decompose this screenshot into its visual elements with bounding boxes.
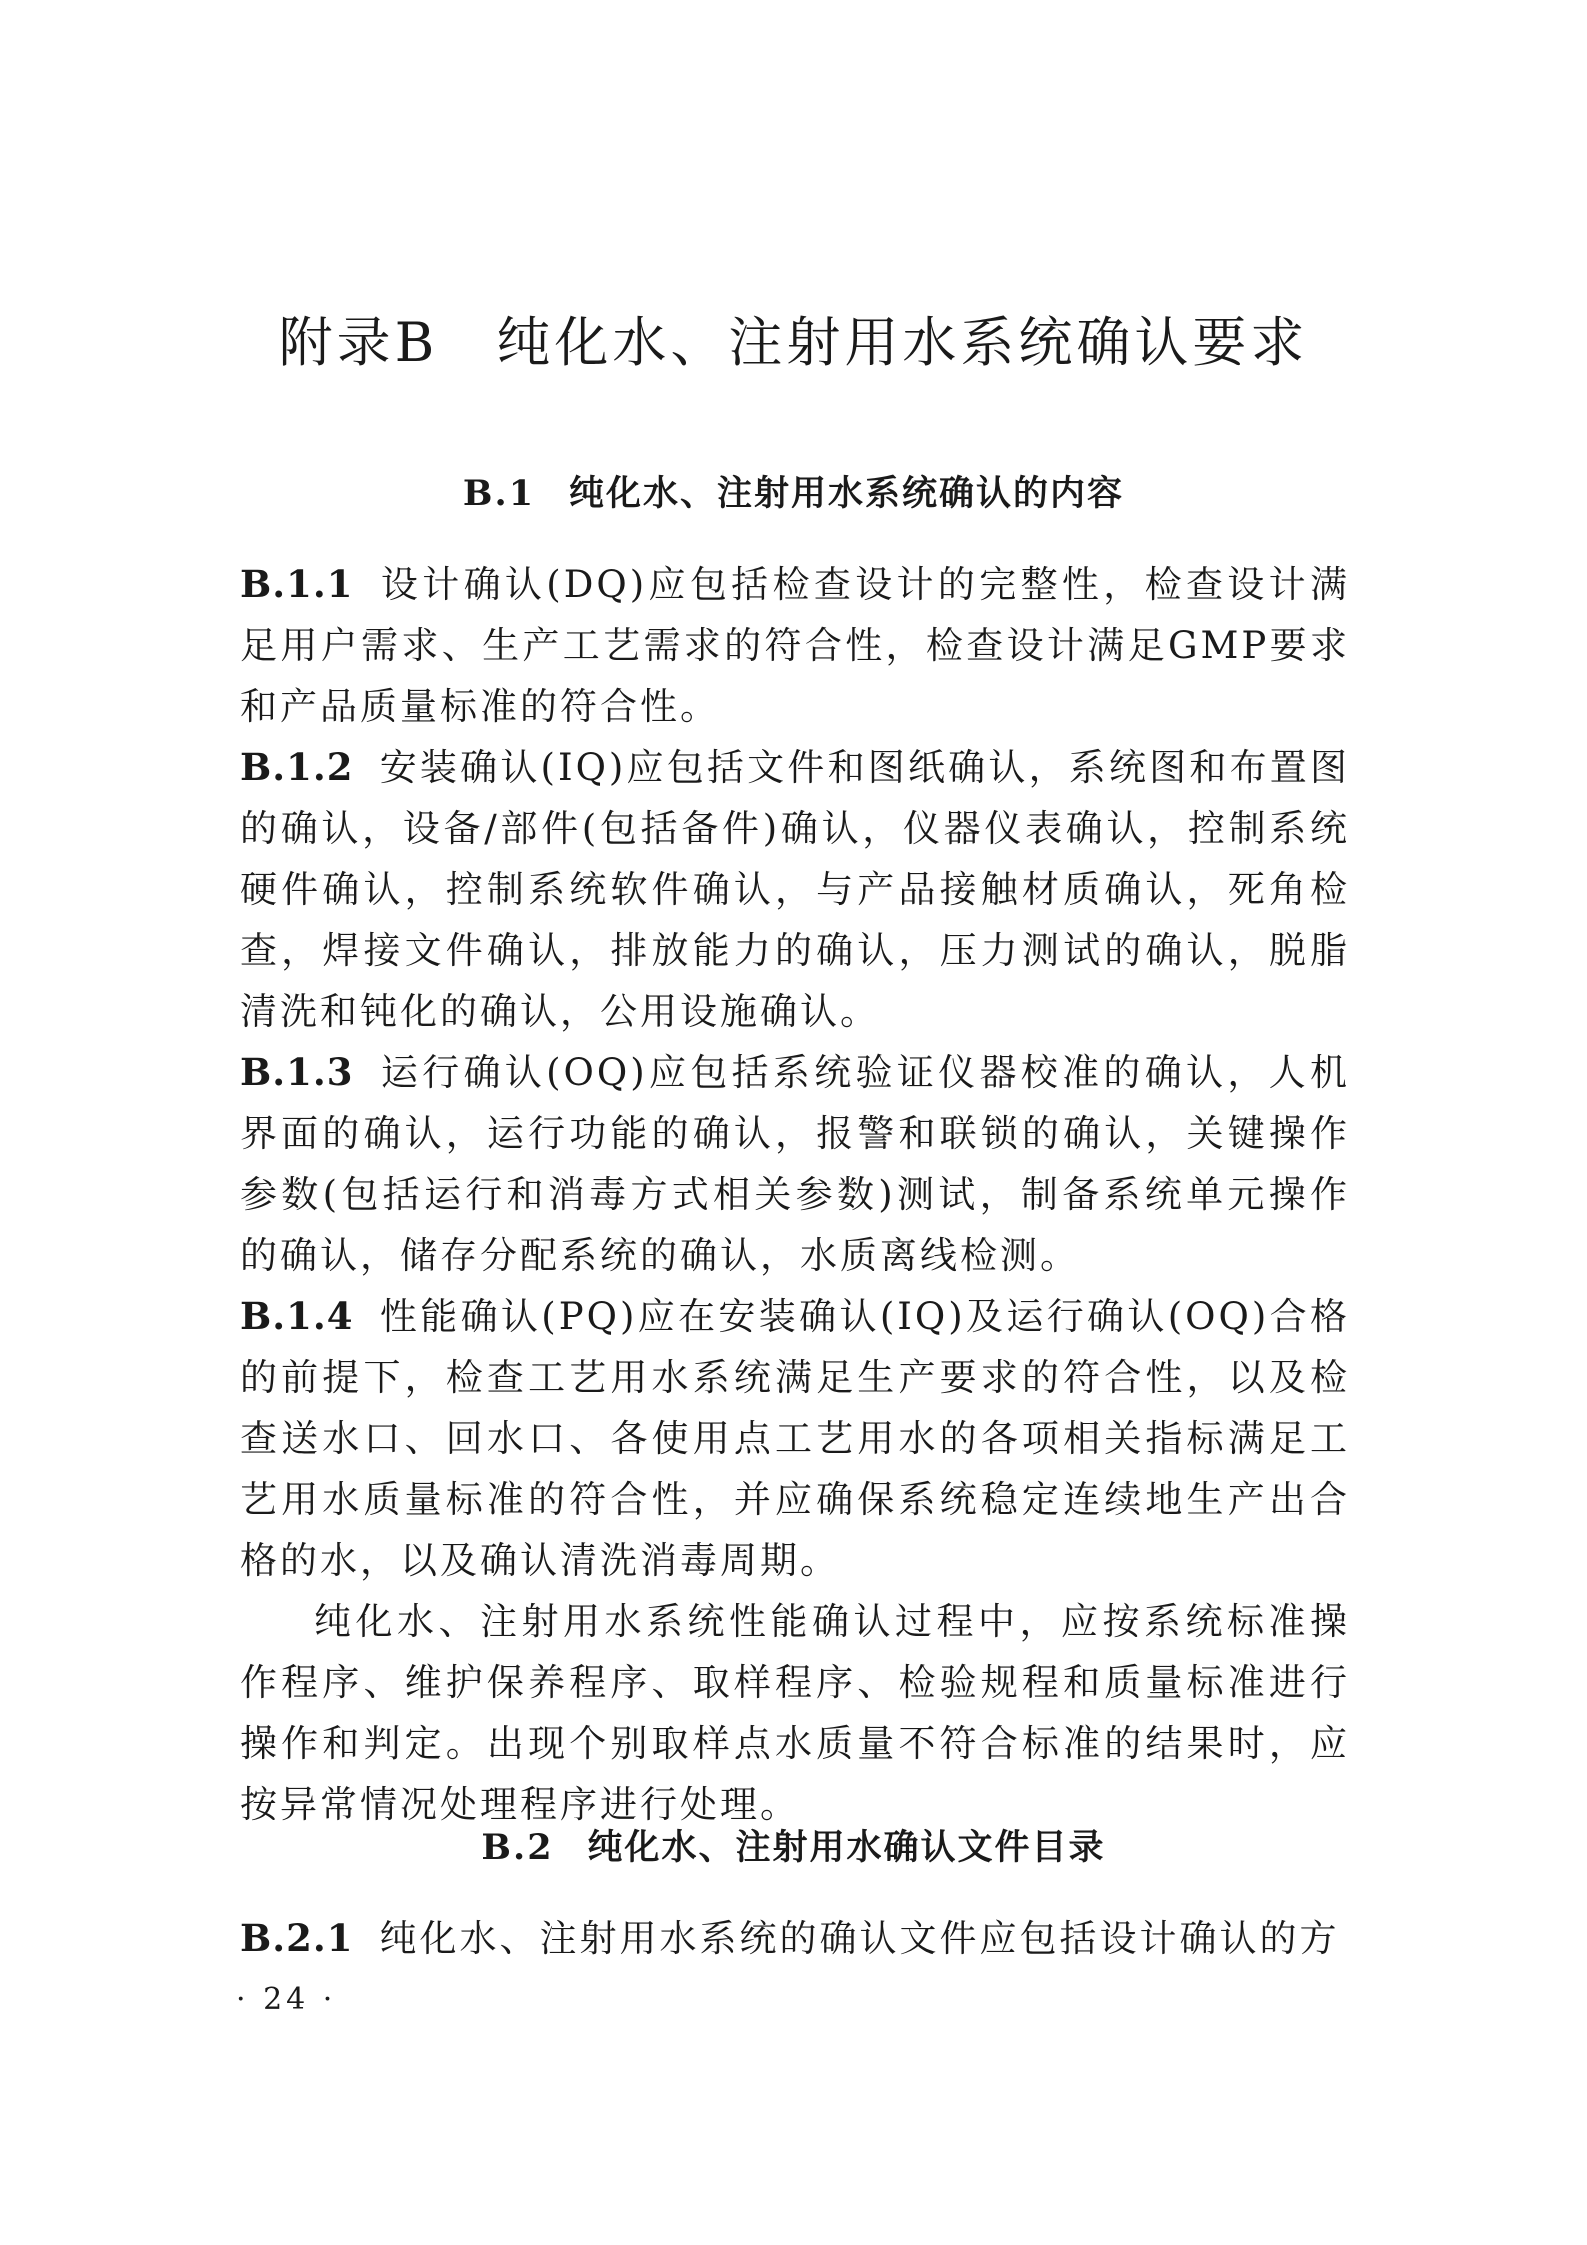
clause-number: B.1.2 xyxy=(240,745,354,789)
clause-number: B.1.3 xyxy=(240,1050,354,1094)
section-heading-b2 xyxy=(0,1820,1587,1870)
clause-text: 设计确认(DQ)应包括检查设计的完整性，检查设计满足用户需求、生产工艺需求的符合性，检查设计满足GMP要求和产品质量标准的符合性。 xyxy=(240,563,1350,728)
clause-number: B.1.1 xyxy=(240,562,354,606)
section-body-b1 xyxy=(240,554,1350,1835)
clause-b-1-1 xyxy=(240,554,1350,737)
clause-b-1-3 xyxy=(240,1042,1350,1286)
section-number: B.2 xyxy=(481,1827,554,1868)
clause-b-2-1 xyxy=(240,1908,1350,1969)
clause-b-1-4 xyxy=(240,1286,1350,1591)
section-heading-b1 xyxy=(0,466,1587,516)
section-body-b2 xyxy=(240,1908,1350,1969)
clause-text: 纯化水、注射用水系统的确认文件应包括设计确认的方 xyxy=(379,1917,1340,1960)
appendix-title: 附录B 纯化水、注射用水系统确认要求 xyxy=(278,311,1309,374)
body-paragraph: 纯化水、注射用水系统性能确认过程中，应按系统标准操作程序、维护保养程序、取样程序、检验规程和质量标准进行操作和判定。出现个别取样点水质量不符合标准的结果时，应按异常情况处理程序进行处理。 xyxy=(240,1600,1350,1826)
section-number: B.1 xyxy=(462,473,536,514)
section-title: 纯化水、注射用水系统确认的内容 xyxy=(569,473,1125,514)
clause-b-1-2 xyxy=(240,737,1350,1042)
section-title: 纯化水、注射用水确认文件目录 xyxy=(587,1827,1106,1868)
clause-text: 性能确认(PQ)应在安装确认(IQ)及运行确认(OQ)合格的前提下，检查工艺用水系统满足生产要求的符合性，以及检查送水口、回水口、各使用点工艺用水的各项相关指标满足工艺用水质量标准的符合性，并应确保系统稳定连续地生产出合格的水，以及确认清洗消毒周期。 xyxy=(240,1295,1350,1582)
clause-number: B.2.1 xyxy=(240,1916,354,1960)
page-number: · 24 · xyxy=(236,1982,337,2017)
clause-text: 安装确认(IQ)应包括文件和图纸确认，系统图和布置图的确认，设备/部件(包括备件)确认，仪器仪表确认，控制系统硬件确认，控制系统软件确认，与产品接触材质确认，死角检查，焊接文件确认，排放能力的确认，压力测试的确认，脱脂清洗和钝化的确认，公用设施确认。 xyxy=(240,746,1350,1033)
clause-text: 运行确认(OQ)应包括系统验证仪器校准的确认，人机界面的确认，运行功能的确认，报警和联锁的确认，关键操作参数(包括运行和消毒方式相关参数)测试，制备系统单元操作的确认，储存分配系统的确认，水质离线检测。 xyxy=(240,1051,1350,1277)
clause-number: B.1.4 xyxy=(240,1294,354,1338)
